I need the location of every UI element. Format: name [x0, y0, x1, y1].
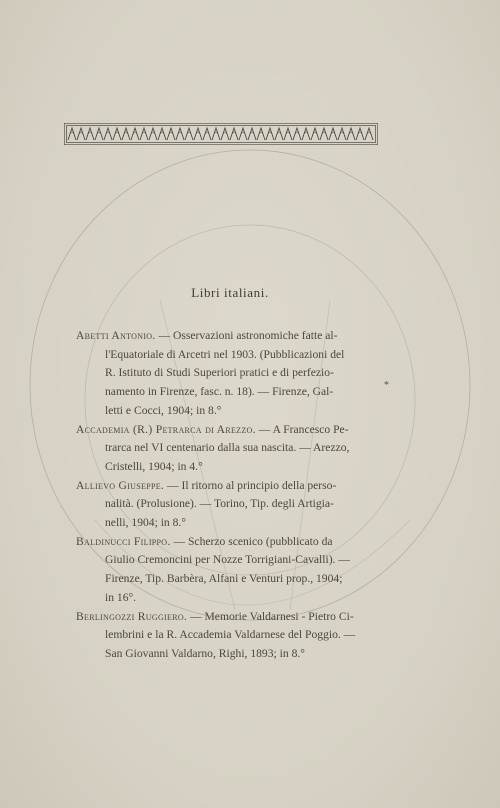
entry-text: nalità. (Prolusione). — Torino, Tip. degli Artigia- [105, 497, 334, 511]
entry-text: lembrini e la R. Accademia Valdarnese del Poggio. — [105, 628, 356, 642]
entry-text: — Il ritorno al principio della perso- [164, 478, 337, 492]
margin-mark: * [384, 380, 389, 391]
entry-text: R. Istituto di Studi Superiori pratici e di perfezio- [105, 366, 334, 380]
entry-text: — Scherzo scenico (pubblicato da [170, 534, 333, 548]
entry-text: l'Equatoriale di Arcetri nel 1903. (Pubblicazioni del [105, 347, 345, 361]
entry-text: namento in Firenze, fasc. n. 18). — Firenze, Gal- [105, 385, 334, 399]
bibliography-entry [76, 533, 388, 608]
bibliography-entry [76, 327, 388, 421]
entry-text: Giulio Cremoncini per Nozze Torrigiani-Cavalli). — [105, 553, 350, 567]
entry-text: in 16°. [105, 590, 137, 604]
entry-author: Allievo Giuseppe. [76, 478, 165, 492]
entry-text: — Osservazioni astronomiche fatte al- [155, 329, 338, 342]
entry-author: Accademia (R.) Petrarca di Arezzo. [76, 422, 256, 436]
entry-author: Baldinucci Filippo. [76, 534, 171, 548]
entry-text: letti e Cocci, 1904; in 8.° [105, 403, 222, 417]
entry-text: Cristelli, 1904; in 4.° [105, 459, 203, 473]
entry-text: trarca nel VI centenario dalla sua nascita. — Arezzo, [105, 441, 350, 455]
bibliography-entry [76, 421, 388, 477]
entry-text: San Giovanni Valdarno, Righi, 1893; in 8.° [105, 646, 305, 660]
section-heading: Libri italiani. [191, 285, 269, 300]
bibliography-entry [76, 477, 388, 533]
bibliography-list [76, 327, 388, 664]
entry-text: — A Francesco Pe- [255, 422, 349, 436]
decorative-border-band [64, 123, 378, 145]
entry-text: Firenze, Tip. Barbèra, Alfani e Venturi prop., 1904; [105, 572, 343, 586]
entry-text: nelli, 1904; in 8.° [105, 516, 186, 530]
entry-author: Berlingozzi Ruggiero. [76, 609, 188, 623]
bibliography-entry [76, 608, 388, 664]
entry-author: Abetti Antonio. [76, 329, 156, 342]
entry-text: — Memorie Valdarnesi - Pietro Ci- [187, 609, 354, 623]
